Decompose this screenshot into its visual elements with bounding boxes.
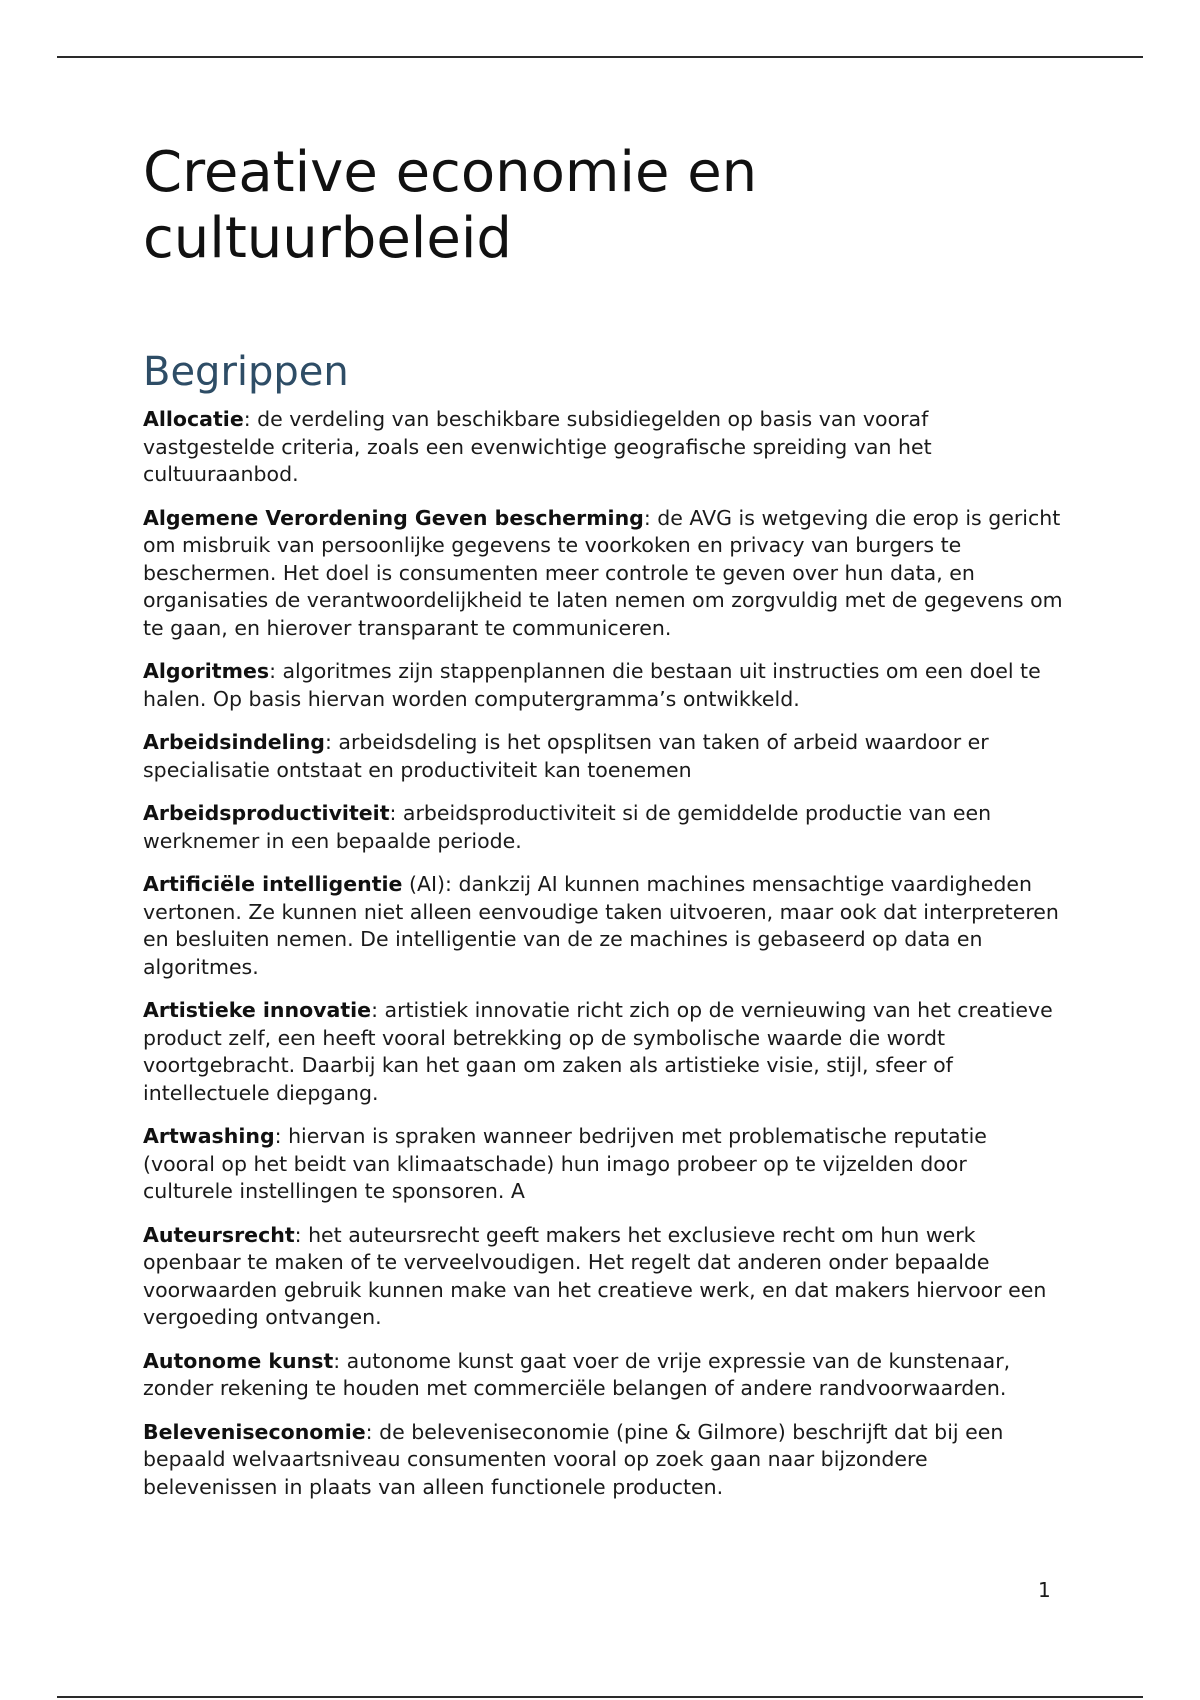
term-entry: [143, 997, 1063, 1107]
term-entry: [143, 1348, 1063, 1403]
term-definition: : het auteursrecht geeft makers het exclusieve recht om hun werk openbaar te maken of te verveelvoudigen. Het regelt dat anderen onder bepaalde voorwaarden gebruik kunnen make van het creatieve werk, en dat makers hiervoor een vergoeding ontvangen.: [143, 1222, 1047, 1329]
document-title: Creative economie en cultuurbeleid: [143, 140, 758, 271]
term-definition: : artistiek innovatie richt zich op de vernieuwing van het creatieve product zelf, een heeft vooral betrekking op de symbolische waarde die wordt voortgebracht. Daarbij kan het gaan om zaken als artistieke visie, stijl, sfeer of intellectuele diepgang.: [143, 998, 1053, 1105]
term-name: Algemene Verordening Geven bescherming: [143, 505, 644, 530]
term-name: Artistieke innovatie: [143, 998, 372, 1022]
term-name: Artificiële intelligentie: [143, 872, 403, 896]
section-heading: Begrippen: [143, 349, 349, 395]
term-entry: [143, 1419, 1063, 1502]
term-entry: [143, 729, 1063, 784]
term-entry: [143, 406, 1063, 489]
term-definition: : arbeidsproductiviteit si de gemiddelde productie van een werknemer in een bepaalde periode.: [143, 801, 992, 853]
term-definition: : hiervan is spraken wanneer bedrijven met problematische reputatie (vooral op het beidt van klimaatschade) hun imago probeer op te vijzelden door culturele instellingen te sponsoren. A: [143, 1124, 987, 1203]
term-definition: : arbeidsdeling is het opsplitsen van taken of arbeid waardoor er specialisatie ontstaat en productiviteit kan toenemen: [143, 730, 989, 782]
term-abbreviation: (AI): [402, 872, 446, 896]
term-definition: : dankzij AI kunnen machines mensachtige vaardigheden vertonen. Ze kunnen niet alleen eenvoudige taken uitvoeren, maar ook dat interpreteren en besluiten nemen. De intelligentie van de ze machines is gebaseerd op data en algoritmes.: [143, 872, 1059, 979]
term-name: Auteursrecht: [143, 1222, 295, 1247]
term-definition: : algoritmes zijn stappenplannen die bestaan uit instructies om een doel te halen. Op basis hiervan worden computergramma’s ontwikkeld.: [143, 659, 1041, 711]
term-definition: : de beleveniseconomie (pine & Gilmore) beschrijft dat bij een bepaald welvaartsniveau consumenten vooral op zoek gaan naar bijzondere belevenissen in plaats van alleen functionele producten.: [143, 1419, 1004, 1499]
term-entry: [143, 658, 1063, 713]
term-definition: : autonome kunst gaat voer de vrije expressie van de kunstenaar, zonder rekening te houden met commerciële belangen of andere randvoorwaarden.: [143, 1348, 1011, 1400]
term-name: Allocatie: [143, 407, 244, 431]
term-name: Arbeidsproductiviteit: [143, 801, 390, 825]
term-entry: [143, 1123, 1063, 1206]
term-entry: [143, 800, 1063, 855]
term-entry: [143, 505, 1063, 643]
term-name: Algoritmes: [143, 659, 270, 683]
term-definition: : de verdeling van beschikbare subsidiegelden op basis van vooraf vastgestelde criteria, zoals een evenwichtige geografische spreiding van het cultuuraanbod.: [143, 407, 932, 486]
term-name: Beleveniseconomie: [143, 1419, 366, 1444]
page-number: 1: [1038, 1578, 1051, 1602]
term-entry: [143, 871, 1063, 981]
term-name: Artwashing: [143, 1124, 275, 1148]
header-rule: [57, 56, 1143, 58]
term-entry: [143, 1222, 1063, 1332]
term-name: Autonome kunst: [143, 1348, 334, 1373]
footer-rule: [57, 1696, 1143, 1698]
page-content: [143, 140, 1063, 1517]
term-list: [143, 406, 1063, 1501]
term-definition: : de AVG is wetgeving die erop is gericht om misbruik van persoonlijke gegevens te voorkoken en privacy van burgers te beschermen. Het doel is consumenten meer controle te geven over hun data, en organisaties de verantwoordelijkheid te laten nemen om zorgvuldig met de gegevens om te gaan, en hierover transparant te communiceren.: [143, 505, 1063, 640]
term-name: Arbeidsindeling: [143, 730, 325, 754]
